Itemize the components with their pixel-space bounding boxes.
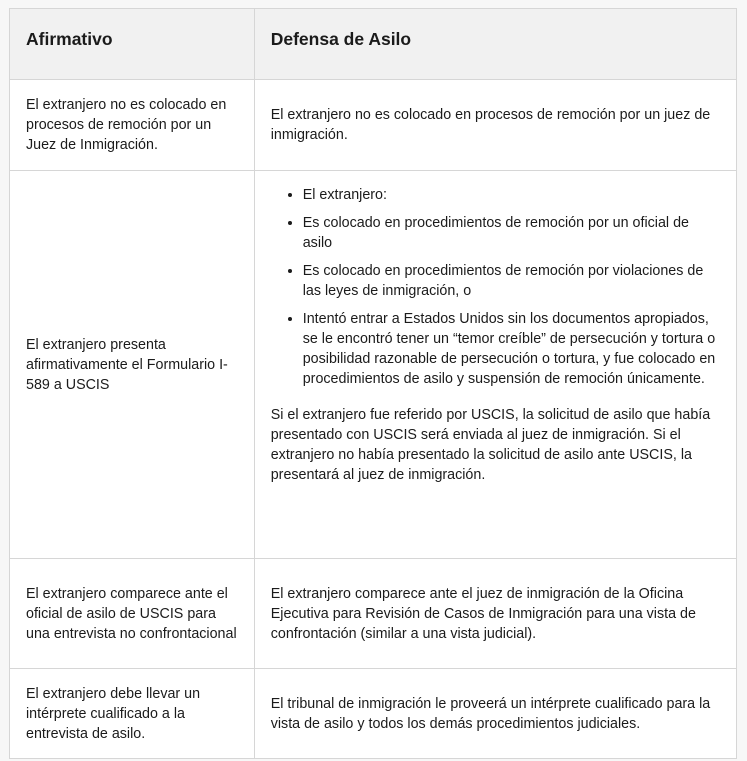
cell-defensa: El extranjero comparece ante el juez de inmigración de la Oficina Ejecutiva para Revisión de Casos de Inmigración para una vista de confrontación (similar a una vista judicial). bbox=[254, 559, 736, 669]
list-item: • Es colocado en procedimientos de remoción por violaciones de las leyes de inmigración, o bbox=[303, 261, 720, 301]
table-row bbox=[10, 171, 737, 559]
cell-defensa: El tribunal de inmigración le proveerá un intérprete cualificado para la vista de asilo y todos los demás procedimientos judiciales. bbox=[254, 669, 736, 759]
header-afirmativo: Afirmativo bbox=[10, 9, 255, 80]
comparison-table bbox=[9, 8, 737, 759]
cell-afirmativo: El extranjero debe llevar un intérprete cualificado a la entrevista de asilo. bbox=[10, 669, 255, 759]
list-item: • Es colocado en procedimientos de remoción por un oficial de asilo bbox=[303, 213, 720, 253]
cell-defensa: El extranjero no es colocado en procesos de remoción por un juez de inmigración. bbox=[254, 80, 736, 171]
table-row bbox=[10, 80, 737, 171]
cell-afirmativo: El extranjero presenta afirmativamente el Formulario I-589 a USCIS bbox=[10, 171, 255, 559]
cell-defensa bbox=[254, 171, 736, 559]
referral-paragraph: Si el extranjero fue referido por USCIS, la solicitud de asilo que había presentado con USCIS será enviada al juez de inmigración. Si el extranjero no había presentado la solicitud de asilo ante USCIS, la presentará al juez de inmigración. bbox=[270, 407, 711, 483]
table-row bbox=[10, 559, 737, 669]
table-header-row bbox=[10, 9, 737, 80]
header-defensa-de-asilo: Defensa de Asilo bbox=[254, 9, 736, 80]
table-row bbox=[10, 669, 737, 759]
bullet-list bbox=[271, 185, 720, 389]
list-item: • El extranjero: bbox=[303, 185, 720, 205]
cell-afirmativo: El extranjero comparece ante el oficial de asilo de USCIS para una entrevista no confrontacional bbox=[10, 559, 255, 669]
cell-afirmativo: El extranjero no es colocado en procesos de remoción por un Juez de Inmigración. bbox=[10, 80, 255, 171]
list-item: • Intentó entrar a Estados Unidos sin los documentos apropiados, se le encontró tener un “temor creíble” de persecución y tortura o posibilidad razonable de persecución o tortura, y fue colocado en procedimientos de asilo y suspensión de remoción únicamente. bbox=[303, 309, 720, 389]
